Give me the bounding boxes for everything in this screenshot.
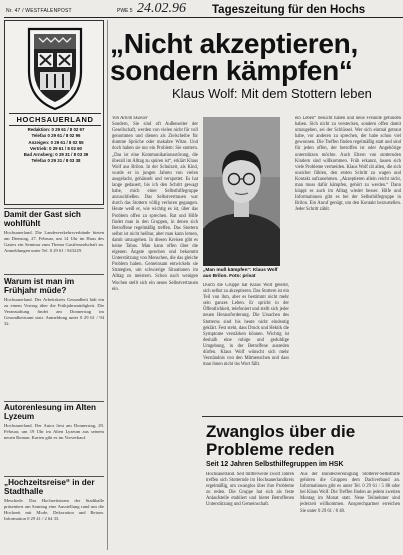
feature-text: Aus der Bundesvereinigung Stotterer-Selbsthilfe gehören die Gruppen dem Dachverband an. Informationen gibt es unter Tel. 0 29 61 / 5 88 oder bei Klaus Wolf. Die Treffen finden an jedem zweiten Montag im Monat statt. Neue Teilnehmer sind jederzeit willkommen. Ansprechpartner erreichen Sie unter 0 29 61 / 8 48. (300, 472, 400, 514)
left-item-text: Hochsauerland. Die Landesverkehrsverbände bieten am Dienstag, 27. Februar, um 14 Uhr im Haus des Gastes ein Seminar zum Thema Gastfreundschaft an. Anmeldungen unter Tel. 0 29 61 / 943229. (4, 230, 104, 254)
feature-text: Hochsauerland. Seit mittlerweile zwölf Jahren treffen sich Stotternde im Hochsauerlandkreis regelmäßig, um zwanglos über ihre Probleme zu reden. Die Gruppe hat sich als feste Anlaufstelle etabliert und bietet Betroffenen Unterstützung und Gemeinschaft. (206, 472, 294, 508)
left-item-heading: Warum ist man im Frühjahr müde? (4, 277, 75, 295)
article-text: ein Leben“ besucht haben und neue Freunde gefunden haben. Sich nicht zu verstecken, sondern offen damit umzugehen, sei der Schlüssel. Wer sich einmal getraut habe, vor anderen zu sprechen, der habe schon viel gewonnen. Die Treffen finden regelmäßig statt und sind für jeden offen, der betroffen ist oder Angehörige unterstützen möchte. Auch Eltern von stotternden Kindern sind willkommen. Früh erkannt, lassen sich viele Probleme vermeiden. Klaus Wolf rät allen, die sich unsicher fühlen, den ersten Schritt zu wagen und Kontakt aufzunehmen. „Akzeptieren allein reicht nicht, man muss dafür kämpfen, gehört zu werden.“ Dann klappt es auch im Alltag wieder besser. Hilfe und Informationen gibt es bei der Selbsthilfegruppe in Brilon. Ein Anruf genügt, um den Kontakt herzustellen. Jeder Schritt zählt. (295, 116, 401, 213)
headline-line: sondern kämpfen“ (110, 55, 353, 86)
headline-line: „Nicht akzeptieren, (110, 28, 358, 59)
left-item (4, 277, 104, 397)
feature-subhead: Seit 12 Jahren Selbsthilfegruppen im HSK (206, 461, 344, 468)
feature-headline: Zwanglos über die Probleme reden (206, 422, 356, 459)
left-item (4, 210, 104, 270)
left-item-heading: Autorenlesung im Alten Lyzeum (4, 403, 97, 421)
crest-name: HOCHSAUERLAND (9, 113, 101, 126)
feature-rule (202, 416, 403, 417)
portrait-photo (203, 117, 280, 266)
article-subhead: Klaus Wolf: Mit dem Stottern leben (172, 86, 372, 101)
page-number: PWE 5 (117, 8, 133, 14)
edition-label: Nr. 47 / WESTFALENPOST (6, 8, 72, 14)
column-divider (107, 20, 108, 550)
contact-lines (11, 127, 101, 165)
article-column (112, 116, 198, 550)
left-item-heading: Damit der Gast sich wohlfühlt (4, 210, 81, 228)
article-text: Durch die Gruppe hat Klaus Wolf gelernt, sich selbst zu akzeptieren. Das Stottern ist ein Teil von ihm, aber es bestimmt nicht mehr sein ganzes Leben. Er spricht in der Öffentlichkeit, telefoniert und stellt sich jeder neuen Herausforderung. Die Ursachen des Stotterns sind bis heute nicht eindeutig geklärt. Fest steht, dass Druck und Hektik die Symptome verstärken können. Wichtig ist deshalb eine ruhige und geduldige Umgebung, in der Betroffene ausreden dürfen. Klaus Wolf wünscht sich mehr Verständnis von den Mitmenschen und dass man ihnen nicht ins Wort fällt. (203, 283, 289, 368)
article-byline: Von Achim Skoeser (112, 116, 148, 121)
main-headline (110, 30, 402, 84)
masthead-rule (4, 17, 403, 18)
left-item-text: Hochsauerland. Der Autor liest am Donnerstag, 29. Februar, um 19 Uhr im Alten Lyzeum aus seinem neuen Roman. Karten gibt es im Vorverkauf. (4, 423, 104, 441)
crest-box (4, 20, 104, 205)
contact-line: Anzeigen: 0 29 61 / 8 02 55 (28, 139, 84, 145)
newspaper-title: Tageszeitung für den Hochs (212, 4, 366, 16)
divider (4, 476, 104, 477)
contact-line: Telefax 0 29 61 / 8 02 96 (31, 133, 81, 139)
photo-caption: „Man muß kämpfen“: Klaus Wolf aus Brilon. Foto: privat (203, 268, 278, 279)
divider (4, 274, 104, 275)
left-item (4, 403, 104, 473)
left-item-text: Meschede. Das Hochzeitsteam der Stadthalle präsentiert am Sonntag eine Ausstellung rund um die Hochzeit mit Mode, Dekoration und Reisen. Information 0 29 41 / 2 64 33. (4, 498, 104, 522)
coat-of-arms-icon (25, 25, 85, 111)
contact-line: Vertrieb: 0 29 61 / 8 02 60 (30, 145, 82, 151)
portrait-image (203, 117, 280, 266)
article-text: Sondern, Sie sind oft Außenseiter der Gesellschaft, werden von vielen nicht für voll genommen und dienen als Zielscheibe für dumme Sprüche oder makabre Witze. Und doch haben sie nur ein Problem: Sie stottern. „Das ist eine Kommunikationsstörung, die überall im Alltag zu spüren ist“, erklärt Klaus Wolf aus Brilon. In der Schulzeit, als Kind, wurde er in jungen Jahren von vielen ausgelacht, gehänselt und verspottet. Es hat lange gedauert, bis ich den Schritt gewagt habe, mich einer Selbsthilfegruppe anzuschließen. Das Selbstvertrauen war durch das Stottern völlig verloren gegangen. Heute weiß er, wie wichtig es ist, über das Problem offen zu sprechen. Rat und Hilfe findet man in den Gruppen, in denen sich Betroffene regelmäßig treffen. Das Stottern selbst ist nicht heilbar, aber man kann lernen, damit umzugehen. In diesen Kreisen gibt es keine Tabus. Man kann offen über die eigenen Ängste sprechen und bekommt Unterstützung von Menschen, die das gleiche Problem haben. Gemeinsam entwickeln sie Strategien, um schwierige Situationen im Alltag zu meistern. Schon nach wenigen Wochen stellt sich ein neues Selbstvertrauen ein. (112, 122, 198, 292)
divider (4, 401, 104, 402)
feature-column (300, 472, 400, 552)
feature-column (206, 472, 294, 552)
left-item (4, 478, 104, 550)
article-column (203, 283, 289, 411)
contact-line: Redaktion: 0 29 61 / 8 02 97 (27, 127, 85, 132)
divider (4, 208, 104, 209)
contact-line: Bad Arnsberg: 0 29 31 / 8 03 39 (23, 152, 89, 158)
left-item-heading: „Hochzeitsreise“ in der Stadthalle (4, 478, 95, 496)
handwritten-date: 24.02.96 (137, 1, 186, 16)
article-column (295, 116, 401, 412)
left-item-text: Hochsauerland. Der Arbeitskreis Gesundheit lädt ein zu einem Vortrag über die Frühjahrsmüdigkeit. Die Veranstaltung findet am Donnerstag im Gesundheitsamt statt. Anmeldung unter 0 29 61 / 94 32. (4, 297, 104, 327)
contact-line: Telefax 0 29 31 / 8 03 38 (31, 158, 81, 164)
left-column (4, 20, 107, 550)
